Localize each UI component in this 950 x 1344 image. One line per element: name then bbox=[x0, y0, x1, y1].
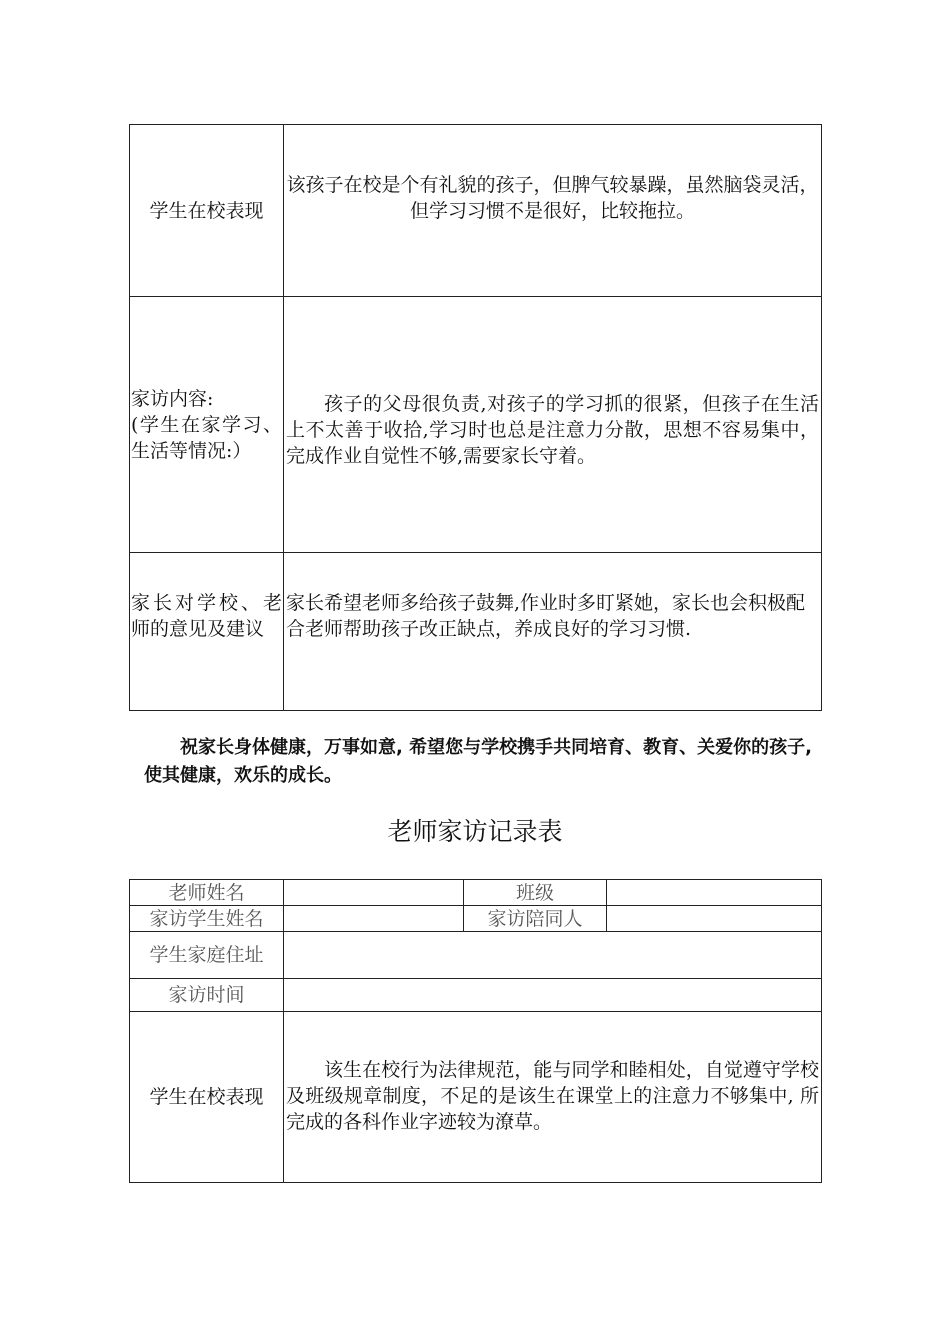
visit-content-text: 孩子的父母很负责,对孩子的学习抓的很紧，但孩子在生活上不太善于收拾,学习时也总是注意力分散，思想不容易集中，完成作业自觉性不够,需要家长守着。 bbox=[286, 392, 819, 467]
school-performance-text-2: 该生在校行为法律规范，能与同学和睦相处，自觉遵守学校及班级规章制度，不足的是该生在课堂上的注意力不够集中, 所完成的各科作业字迹较为潦草。 bbox=[286, 1059, 819, 1133]
companion-label: 家访陪同人 bbox=[464, 906, 607, 932]
visit-content-label-line1: 家访内容: bbox=[131, 387, 214, 410]
page-title: 老师家访记录表 bbox=[387, 817, 563, 846]
student-name-field[interactable] bbox=[284, 906, 464, 932]
table-row bbox=[130, 932, 822, 979]
teacher-name-field[interactable] bbox=[284, 880, 464, 906]
teacher-name-label: 老师姓名 bbox=[130, 880, 284, 906]
parent-opinion-label-cell bbox=[130, 553, 284, 711]
table-row bbox=[130, 297, 822, 553]
visit-content-label-line2: (学生在家学习、生活等情况:） bbox=[131, 413, 282, 462]
visit-time-label: 家访时间 bbox=[130, 979, 284, 1012]
school-performance-text: 该孩子在校是个有礼貌的孩子，但脾气较暴躁，虽然脑袋灵活，但学习习惯不是很好，比较拖拉。 bbox=[286, 173, 819, 222]
class-field[interactable] bbox=[607, 880, 822, 906]
visit-content-cell[interactable] bbox=[284, 297, 822, 553]
address-field[interactable] bbox=[284, 932, 822, 979]
class-label: 班级 bbox=[464, 880, 607, 906]
parent-opinion-cell[interactable] bbox=[284, 553, 822, 711]
visit-record-table-2 bbox=[129, 879, 822, 1183]
table-row bbox=[130, 1012, 822, 1183]
table-row bbox=[130, 880, 822, 906]
closing-note: 祝家长身体健康，万事如意, 希望您与学校携手共同培育、教育、关爱你的孩子, 使其健康，欢乐的成长。 bbox=[144, 737, 812, 786]
table-row bbox=[130, 979, 822, 1012]
visit-time-field[interactable] bbox=[284, 979, 822, 1012]
school-performance-cell-2[interactable] bbox=[284, 1012, 822, 1183]
school-performance-label: 学生在校表现 bbox=[130, 125, 284, 297]
student-name-label: 家访学生姓名 bbox=[130, 906, 284, 932]
visit-content-label bbox=[130, 297, 284, 553]
parent-opinion-text: 家长希望老师多给孩子鼓舞,作业时多盯紧她，家长也会积极配合老师帮助孩子改正缺点，养成良好的学习习惯. bbox=[286, 591, 806, 640]
visit-record-table-1 bbox=[129, 124, 822, 711]
address-label: 学生家庭住址 bbox=[130, 932, 284, 979]
parent-opinion-label: 家长对学校、老师的意见及建议 bbox=[131, 591, 282, 640]
school-performance-label-2: 学生在校表现 bbox=[130, 1012, 284, 1183]
companion-field[interactable] bbox=[607, 906, 822, 932]
table-row bbox=[130, 906, 822, 932]
table-row bbox=[130, 125, 822, 297]
table-row bbox=[130, 553, 822, 711]
school-performance-cell[interactable] bbox=[284, 125, 822, 297]
